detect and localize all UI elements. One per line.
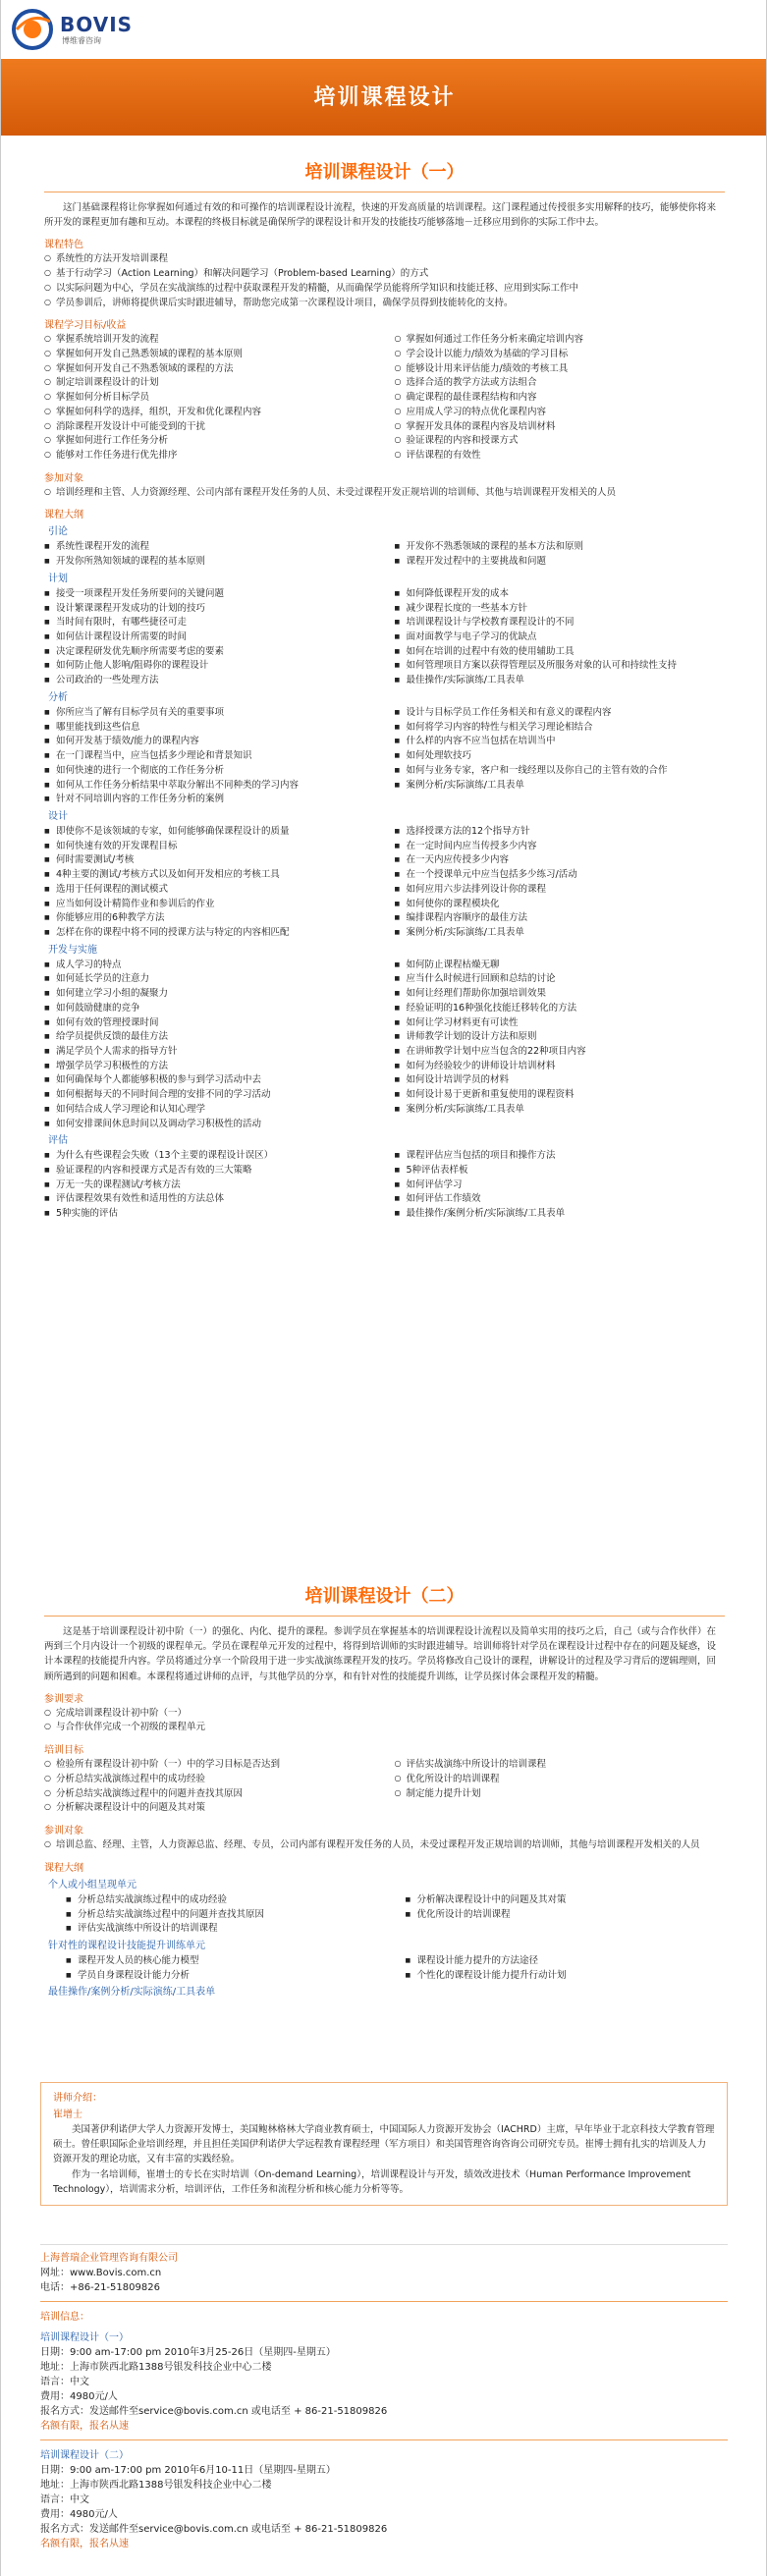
course-2-date: 日期：9:00 am-17:00 pm 2010年6月10-11日（星期四-星期五） xyxy=(40,2465,336,2476)
outline-group-title: 引论 xyxy=(48,526,68,538)
list-item: ■ 满足学员个人需求的指导方针 xyxy=(44,1045,375,1060)
audience-heading: 参加对象 xyxy=(44,472,83,484)
list-item: ○ 能够设计用来评估能力/绩效的考核工具 xyxy=(395,362,726,377)
list-item: ○ 完成培训课程设计初中阶（一） xyxy=(44,1707,725,1722)
trainer-bio: 作为一名培训师，崔增士的专长在实时培训（On-demand Learning），培训课程设计与开发，绩效改进技术（Human Performance Improvement Technology），培训需求分析，培训评估，工作任务和流程分析和核心能力分析等等。 xyxy=(53,2168,691,2195)
list-item: ■ 如何建立学习小组的凝聚力 xyxy=(44,987,375,1002)
list-item: ■ 在讲师教学计划中应当包含的22种项目内容 xyxy=(395,1045,726,1060)
list-item: ■ 为什么有些课程会失败（13个主要的课程设计误区） xyxy=(44,1149,375,1164)
list-item: ■ 课程开发过程中的主要挑战和问题 xyxy=(395,555,726,570)
outline-group-title: 设计 xyxy=(48,810,68,822)
list-item: ■ 如何将学习内容的特性与相关学习理论相结合 xyxy=(395,721,726,736)
list-item: ■ 案例分析/实际演练/工具表单 xyxy=(395,926,726,941)
course-2-address: 地址：上海市陕西北路1388号银发科技企业中心二楼 xyxy=(40,2480,272,2491)
list-item: ○ 能够对工作任务进行优先排序 xyxy=(44,449,375,464)
section-2-intro: 这是基于培训课程设计初中阶（一）的强化、内化、提升的课程。参训学员在掌握基本的培训课程设计流程以及简单实用的技巧之后，自己（或与合作伙伴）在两到三个月内设计一个初级的课程单元。学员在课程单元开发的过程中，将得到培训师的实时跟进辅导。培训师将针对学员在课程设计过程中存在的问题及疑惑，设计本课程的技能提升内容。学员将通过分享一个阶段用于进一步实战演练课程开发的技巧。学员将修改自己设计的课程，讲解设计的过程及学习背后的逻辑理则，回顾所遇到的问题和困难。本课程将通过讲师的点评，与其他学员的分享，和有针对性的技能提升训练，让学员探讨体会课程开发的精髓。 xyxy=(44,1626,717,1682)
list-item: ■ 系统性课程开发的流程 xyxy=(44,540,375,555)
list-item: ○ 选择合适的教学方法或方法组合 xyxy=(395,376,726,391)
list-item: ■ 应当什么时候进行回顾和总结的讨论 xyxy=(395,972,726,987)
list-item: ■ 课程开发人员的核心能力模型 xyxy=(66,1954,386,1969)
list-item: ■ 当时间有限时，有哪些捷径可走 xyxy=(44,616,375,630)
list-item: ■ 最佳操作/实际演练/工具表单 xyxy=(395,674,726,688)
list-item: ○ 掌握如何通过工作任务分析来确定培训内容 xyxy=(395,333,726,348)
list-item: ○ 掌握如何开发自己熟悉领域的课程的基本原则 xyxy=(44,348,375,362)
section-1-intro: 这门基础课程将让你掌握如何通过有效的和可操作的培训课程设计流程，快速的开发高质量的培训课程。这门课程通过传授很多实用解释的技巧，能够使你将来所开发的课程更加有趣和互动。本课程的终极目标就是确保所学的课程设计和开发的技能技巧能够落地－迁移应用到你的实际工作中去。 xyxy=(44,202,717,229)
section-2 xyxy=(44,1583,725,2001)
course-1-title: 培训课程设计（一） xyxy=(40,2332,129,2343)
company-phone: 电话：+86-21-51809826 xyxy=(40,2282,160,2293)
list-item: ■ 减少课程长度的一些基本方针 xyxy=(395,602,726,617)
course-1-address: 地址：上海市陕西北路1388号银发科技企业中心二楼 xyxy=(40,2362,272,2373)
list-item: ■ 培训课程设计与学校教育课程设计的不同 xyxy=(395,616,726,630)
list-item: ○ 应用成人学习的特点优化课程内容 xyxy=(395,406,726,420)
list-item: ○ 与合作伙伴完成一个初级的课程单元 xyxy=(44,1721,725,1735)
list-item: ○ 分析总结实战演练过程中的成功经验 xyxy=(44,1773,375,1787)
list-item: ■ 设计繁课课程开发成功的计划的技巧 xyxy=(44,602,375,617)
outline-group-title: 分析 xyxy=(48,691,68,703)
list-item: ■ 分析总结实战演练过程中的问题并查找其原因 xyxy=(66,1908,386,1923)
list-item: ■ 如何应用六步法排列设计你的课程 xyxy=(395,883,726,898)
list-item: ■ 如何鼓励健康的竞争 xyxy=(44,1002,375,1016)
list-item: ■ 如何使你的课程模块化 xyxy=(395,898,726,912)
list-item: ■ 个性化的课程设计能力提升行动计划 xyxy=(406,1969,726,1984)
list-item: ■ 如何在培训的过程中有效的使用辅助工具 xyxy=(395,645,726,660)
list-item: ■ 如何根据每天的不同时间合理的安排不同的学习活动 xyxy=(44,1088,375,1103)
list-item: ■ 如何防止课程枯燥无聊 xyxy=(395,959,726,973)
list-item: ■ 5种评估表样板 xyxy=(395,1164,726,1178)
logo-tag: 博维睿咨询 xyxy=(62,36,101,45)
list-item: ■ 何时需要测试/考核 xyxy=(44,853,375,868)
trainer-name: 崔增士 xyxy=(53,2110,82,2120)
list-item: ■ 如何管理项目方案以获得管理层及所服务对象的认可和持续性支持 xyxy=(395,659,726,674)
list-item: ■ 万无一失的课程测试/考核方法 xyxy=(44,1178,375,1193)
course-2-fee: 费用：4980元/人 xyxy=(40,2509,118,2520)
list-item: ■ 优化所设计的培训课程 xyxy=(406,1908,726,1923)
list-item: ■ 如何确保每个人都能够积极的参与到学习活动中去 xyxy=(44,1073,375,1088)
list-item: ■ 最佳操作/案例分析/实际演练/工具表单 xyxy=(395,1207,726,1222)
list-item: ○ 掌握开发具体的课程内容及培训材料 xyxy=(395,420,726,435)
audience-text: ○ 培训总监、经理、主管，人力资源总监、经理、专员，公司内部有课程开发任务的人员，未受过课程开发正规培训的培训师，其他与培训课程开发相关的人员 xyxy=(44,1838,725,1853)
list-item: ■ 评估课程效果有效性和适用性的方法总体 xyxy=(44,1192,375,1207)
list-item: ○ 确定课程的最佳课程结构和内容 xyxy=(395,391,726,406)
list-item: ○ 基于行动学习（Action Learning）和解决问题学习（Problem-based Learning）的方式 xyxy=(44,267,725,282)
list-item: ■ 分析总结实战演练过程中的成功经验 xyxy=(66,1893,386,1908)
outline-group-title: 计划 xyxy=(48,573,68,584)
objectives-list xyxy=(44,333,725,463)
list-item: ■ 如何让经理们帮助你加强培训效果 xyxy=(395,987,726,1002)
goals-heading: 培训目标 xyxy=(44,1745,83,1757)
list-item: ○ 消除课程开发设计中可能受到的干扰 xyxy=(44,420,375,435)
list-item: ■ 应当如何设计精简作业和参训后的作业 xyxy=(44,898,375,912)
list-item: ○ 验证课程的内容和授课方式 xyxy=(395,434,726,449)
list-item: ○ 优化所设计的培训课程 xyxy=(395,1773,726,1787)
company-name: 上海普瑞企业管理咨询有限公司 xyxy=(40,2253,178,2264)
list-item: ■ 如何估计课程设计所需要的时间 xyxy=(44,630,375,645)
list-item: ○ 掌握如何科学的选择，组织，开发和优化课程内容 xyxy=(44,406,375,420)
list-item: ■ 开发你不熟悉领域的课程的基本方法和原则 xyxy=(395,540,726,555)
list-item: ■ 如何处理软技巧 xyxy=(395,749,726,764)
list-item: ○ 学员参训后，讲师将提供课后实时跟进辅导，帮助您完成第一次课程设计项目，确保学员得到技能转化的支持。 xyxy=(44,297,725,311)
course-1-register-link[interactable]: 名额有限，报名从速 xyxy=(40,2421,129,2432)
list-item: ■ 在一个授课单元中应当包括多少练习/活动 xyxy=(395,868,726,883)
list-item: ■ 成人学习的特点 xyxy=(44,959,375,973)
section-1 xyxy=(44,159,725,1222)
best-practice-line: 最佳操作/案例分析/实际演练/工具表单 xyxy=(48,1987,216,1999)
list-item: ○ 分析解决课程设计中的问题及其对策 xyxy=(44,1801,375,1816)
trainer-box xyxy=(40,2082,728,2206)
list-item: ○ 制定培训课程设计的计划 xyxy=(44,376,375,391)
list-item: ■ 设计与目标学员工作任务相关和有意义的课程内容 xyxy=(395,706,726,721)
list-item: ○ 评估课程的有效性 xyxy=(395,449,726,464)
list-item: ○ 掌握如何分析目标学员 xyxy=(44,391,375,406)
list-item: ○ 制定能力提升计划 xyxy=(395,1787,726,1802)
list-item: ○ 以实际问题为中心，学员在实战演练的过程中获取课程开发的精髓，从而确保学员能将所学知识和技能迁移、应用到实际工作中 xyxy=(44,282,725,297)
list-item: ■ 如何评估工作绩效 xyxy=(395,1192,726,1207)
list-item: ■ 如何快速有效的开发课程目标 xyxy=(44,840,375,854)
features-heading: 课程特色 xyxy=(44,240,83,251)
list-item: ■ 5种实施的评估 xyxy=(44,1207,375,1222)
features-list xyxy=(44,252,725,310)
page-banner xyxy=(1,59,767,136)
list-item: ■ 编排课程内容顺序的最佳方法 xyxy=(395,911,726,926)
divider xyxy=(40,2301,728,2302)
outline-group-title: 评估 xyxy=(48,1135,68,1147)
divider xyxy=(44,1616,725,1617)
logo xyxy=(11,8,207,51)
list-item: ■ 如何有效的管理授课时间 xyxy=(44,1016,375,1031)
outline-group-title: 针对性的课程设计技能提升训练单元 xyxy=(48,1940,205,1951)
list-item: ■ 案例分析/实际演练/工具表单 xyxy=(395,1103,726,1118)
audience-heading: 参训对象 xyxy=(44,1826,83,1837)
list-item: ■ 如何延长学员的注意力 xyxy=(44,972,375,987)
list-item: ■ 课程评估应当包括的项目和操作方法 xyxy=(395,1149,726,1164)
list-item: ■ 分析解决课程设计中的问题及其对策 xyxy=(406,1893,726,1908)
page-title: 培训课程设计 xyxy=(313,84,456,110)
company-website[interactable]: 网址：www.Bovis.com.cn xyxy=(40,2268,162,2278)
course-1-language: 语言：中文 xyxy=(40,2377,89,2387)
list-item: ○ 检验所有课程设计初中阶（一）中的学习目标是否达到 xyxy=(44,1758,375,1773)
list-item: ■ 在一门课程当中，应当包括多少理论和背景知识 xyxy=(44,749,375,764)
logo-text: BOVIS xyxy=(60,13,134,36)
list-item: ■ 你能够应用的6种教学方法 xyxy=(44,911,375,926)
course-1-registration: 报名方式：发送邮件至service@bovis.com.cn 或电话至 + 86-21-51809826 xyxy=(40,2406,388,2417)
list-item: ■ 针对不同培训内容的工作任务分析的案例 xyxy=(44,793,375,807)
list-item: ■ 选用于任何课程的测试模式 xyxy=(44,883,375,898)
list-item: ■ 在一天内应传授多少内容 xyxy=(395,853,726,868)
list-item: ○ 掌握如何进行工作任务分析 xyxy=(44,434,375,449)
list-item: ○ 分析总结实战演练过程中的问题并查找其原因 xyxy=(44,1787,375,1802)
divider xyxy=(40,2439,728,2440)
list-item: ■ 如何降低课程开发的成本 xyxy=(395,587,726,602)
list-item: ■ 经验证明的16种强化技能迁移转化的方法 xyxy=(395,1002,726,1016)
list-item: ○ 掌握如何开发自己不熟悉领域的课程的方法 xyxy=(44,362,375,377)
course-1-fee: 费用：4980元/人 xyxy=(40,2391,118,2402)
list-item: ■ 案例分析/实际演练/工具表单 xyxy=(395,779,726,794)
list-item: ○ 评估实战演练中所设计的培训课程 xyxy=(395,1758,726,1773)
list-item: ■ 如何结合成人学习理论和认知心理学 xyxy=(44,1103,375,1118)
trainer-bio: 美国著伊利诺伊大学人力资源开发博士，美国鲍林格林大学商业教育硕士，中国国际人力资源开发协会（IACHRD）主席，早年毕业于北京科技大学教育管理硕士。曾任职国际企业培训经理，并且担任美国伊利诺伊大学远程教育课程经理（军方项目）和美国管理咨询咨询公司研究专员。崔博士拥有扎实的培训及人力资源开发的理论功底，又有丰富的实践经验。 xyxy=(53,2124,715,2165)
list-item: ■ 如何评估学习 xyxy=(395,1178,726,1193)
list-item: ○ 掌握系统培训开发的流程 xyxy=(44,333,375,348)
section-1-title: 培训课程设计（一） xyxy=(304,162,465,183)
list-item: ■ 评估实战演练中所设计的培训课程 xyxy=(66,1922,386,1937)
outline-heading: 课程大纲 xyxy=(44,510,83,521)
section-2-title: 培训课程设计（二） xyxy=(304,1586,465,1607)
list-item: ■ 公司政治的一些处理方法 xyxy=(44,674,375,688)
logo-mark-icon xyxy=(11,8,54,51)
contact-section xyxy=(40,2244,728,2551)
list-item: ■ 如何防止他人影响/阻碍你的课程设计 xyxy=(44,659,375,674)
list-item: ■ 给学员提供反馈的最佳方法 xyxy=(44,1030,375,1045)
objectives-heading: 课程学习目标/收益 xyxy=(44,320,127,332)
list-item: ■ 如何设计培训学员的材料 xyxy=(395,1073,726,1088)
list-item: ■ 如何从工作任务分析结果中萃取分解出不同种类的学习内容 xyxy=(44,779,375,794)
list-item: ■ 开发你所熟知领域的课程的基本原则 xyxy=(44,555,375,570)
requirements-heading: 参训要求 xyxy=(44,1693,83,1705)
list-item: ○ 学会设计以能力/绩效为基础的学习目标 xyxy=(395,348,726,362)
list-item: ○ 系统性的方法开发培训课程 xyxy=(44,252,725,267)
course-2-register-link[interactable]: 名额有限，报名从速 xyxy=(40,2539,129,2549)
outline-heading: 课程大纲 xyxy=(44,1862,83,1874)
list-item: ■ 在一定时间内应当传授多少内容 xyxy=(395,840,726,854)
list-item: ■ 接受一项课程开发任务所要问的关键问题 xyxy=(44,587,375,602)
course-2-registration: 报名方式：发送邮件至service@bovis.com.cn 或电话至 + 86-21-51809826 xyxy=(40,2524,388,2535)
course-2-language: 语言：中文 xyxy=(40,2494,89,2505)
list-item: ■ 决定课程研发优先顺序所需要考虑的要素 xyxy=(44,645,375,660)
list-item: ■ 什么样的内容不应当包括在培训当中 xyxy=(395,735,726,749)
info-heading: 培训信息： xyxy=(40,2312,89,2323)
list-item: ■ 如何为经验较少的讲师设计培训材料 xyxy=(395,1060,726,1074)
list-item: ■ 如何开发基于绩效/能力的课程内容 xyxy=(44,735,375,749)
list-item: ■ 面对面教学与电子学习的优缺点 xyxy=(395,630,726,645)
outline-group-title: 开发与实施 xyxy=(48,944,97,956)
course-1-date: 日期：9:00 am-17:00 pm 2010年3月25-26日（星期四-星期五） xyxy=(40,2347,336,2358)
list-item: ■ 怎样在你的课程中将不同的授课方法与特定的内容相匹配 xyxy=(44,926,375,941)
list-item: ■ 即使你不是该领域的专家，如何能够确保课程设计的质量 xyxy=(44,825,375,840)
list-item: ■ 如何安排课间休息时间以及调动学习积极性的活动 xyxy=(44,1118,375,1132)
list-item: ■ 如何快速的进行一个彻底的工作任务分析 xyxy=(44,764,375,779)
outline-group-title: 个人或小组呈现单元 xyxy=(48,1879,137,1891)
list-item: ■ 如何与业务专家，客户和一线经理以及你自己的主管有效的合作 xyxy=(395,764,726,779)
list-item: ■ 选择授课方法的12个指导方针 xyxy=(395,825,726,840)
audience-text: ○ 培训经理和主管、人力资源经理、公司内部有课程开发任务的人员、未受过课程开发正规培训的培训师、其他与培训课程开发相关的人员 xyxy=(44,486,725,501)
list-item: ■ 讲师教学计划的设计方法和原则 xyxy=(395,1030,726,1045)
list-item: ■ 如何让学习材料更有可读性 xyxy=(395,1016,726,1031)
list-item: ■ 学员自身课程设计能力分析 xyxy=(66,1969,386,1984)
list-item: ■ 增强学员学习积极性的方法 xyxy=(44,1060,375,1074)
list-item: ■ 验证课程的内容和授课方式是否有效的三大策略 xyxy=(44,1164,375,1178)
trainer-heading: 讲师介绍： xyxy=(53,2093,102,2104)
list-item: ■ 哪里能找到这些信息 xyxy=(44,721,375,736)
list-item: ■ 你所应当了解有目标学员有关的重要事项 xyxy=(44,706,375,721)
course-2-title: 培训课程设计（二） xyxy=(40,2450,129,2461)
list-item: ■ 如何设计易于更新和重复使用的课程资料 xyxy=(395,1088,726,1103)
list-item: ■ 课程设计能力提升的方法途径 xyxy=(406,1954,726,1969)
list-item: ■ 4种主要的测试/考核方式以及如何开发相应的考核工具 xyxy=(44,868,375,883)
